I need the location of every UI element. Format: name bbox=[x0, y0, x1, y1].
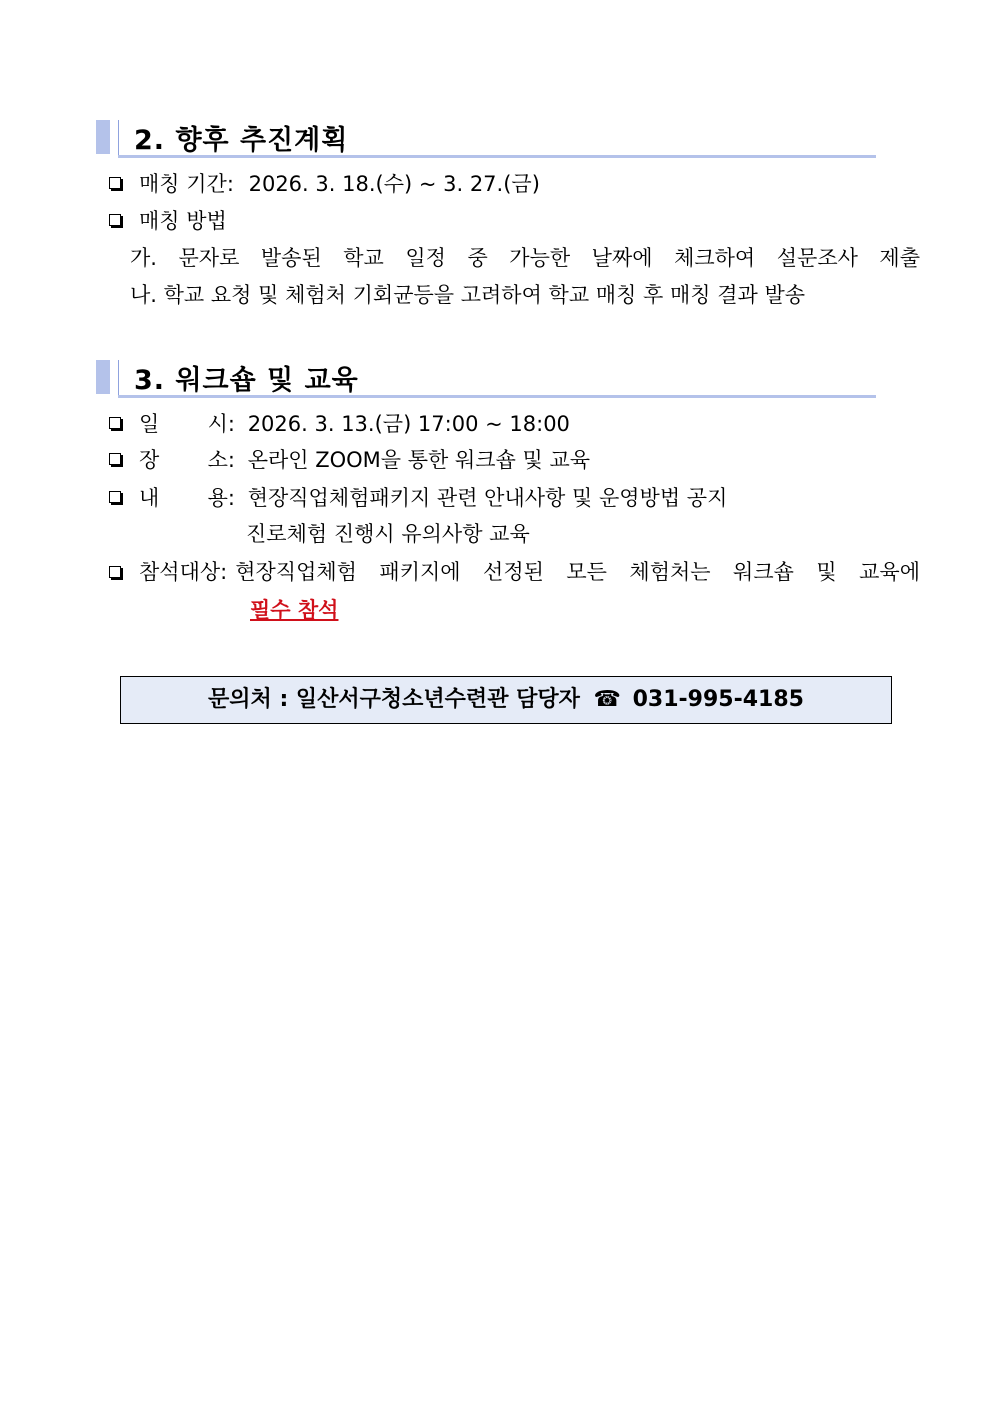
contact-label: 문의처 : 일산서구청소년수련관 담당자 bbox=[208, 687, 580, 712]
attendance-required: 필수 참석 bbox=[250, 598, 339, 622]
section-marker bbox=[96, 360, 110, 394]
matching-method bbox=[96, 207, 227, 235]
matching-period-value: 2026. 3. 18.(수) ~ 3. 27.(금) bbox=[248, 172, 540, 196]
workshop-content-line1: 현장직업체험패키지 관련 안내사항 및 운영방법 공지 bbox=[247, 486, 728, 510]
workshop-attendees bbox=[96, 558, 920, 586]
section-marker bbox=[96, 120, 110, 154]
contact-box bbox=[120, 676, 892, 724]
attendee-label: 참석대상: bbox=[139, 560, 228, 584]
attendee-value: 현장직업체험 패키지에 선정된 모든 체험처는 워크숍 및 교육에 bbox=[235, 560, 920, 584]
checkbox-bullet-icon bbox=[109, 417, 121, 429]
workshop-date-value: 2026. 3. 13.(금) 17:00 ~ 18:00 bbox=[247, 412, 570, 436]
contact-phone: 031-995-4185 bbox=[632, 687, 804, 712]
workshop-place: 장 소: 온라인 ZOOM을 통한 워크숍 및 교육 bbox=[96, 446, 590, 474]
checkbox-bullet-icon bbox=[109, 177, 121, 189]
checkbox-bullet-icon bbox=[109, 453, 121, 465]
workshop-date: 일 시: 2026. 3. 13.(금) 17:00 ~ 18:00 bbox=[96, 410, 570, 438]
section-plan bbox=[96, 120, 920, 307]
workshop-content: 내 용: 현장직업체험패키지 관련 안내사항 및 운영방법 공지 bbox=[96, 484, 727, 512]
checkbox-bullet-icon bbox=[109, 491, 121, 503]
matching-method-label: 매칭 방법 bbox=[139, 209, 227, 233]
method-item-b: 나. 학교 요청 및 체험처 기회균등을 고려하여 학교 매칭 후 매칭 결과 발송 bbox=[130, 283, 806, 307]
section-header bbox=[96, 120, 920, 160]
checkbox-bullet-icon bbox=[109, 214, 121, 226]
checkbox-bullet-icon bbox=[109, 566, 121, 578]
section-title: 3. 워크숍 및 교육 bbox=[134, 365, 359, 396]
matching-period-label: 매칭 기간: bbox=[139, 172, 234, 196]
section-title: 2. 향후 추진계획 bbox=[134, 125, 349, 156]
matching-period bbox=[96, 170, 540, 198]
phone-icon: ☎ bbox=[593, 687, 621, 712]
section-header bbox=[96, 360, 920, 400]
workshop-place-value: 온라인 ZOOM을 통한 워크숍 및 교육 bbox=[247, 448, 591, 472]
section-workshop bbox=[96, 360, 920, 622]
workshop-content-line2: 진로체험 진행시 유의사항 교육 bbox=[246, 522, 530, 546]
method-item-a: 가. 문자로 발송된 학교 일정 중 가능한 날짜에 체크하여 설문조사 제출 bbox=[130, 246, 920, 270]
